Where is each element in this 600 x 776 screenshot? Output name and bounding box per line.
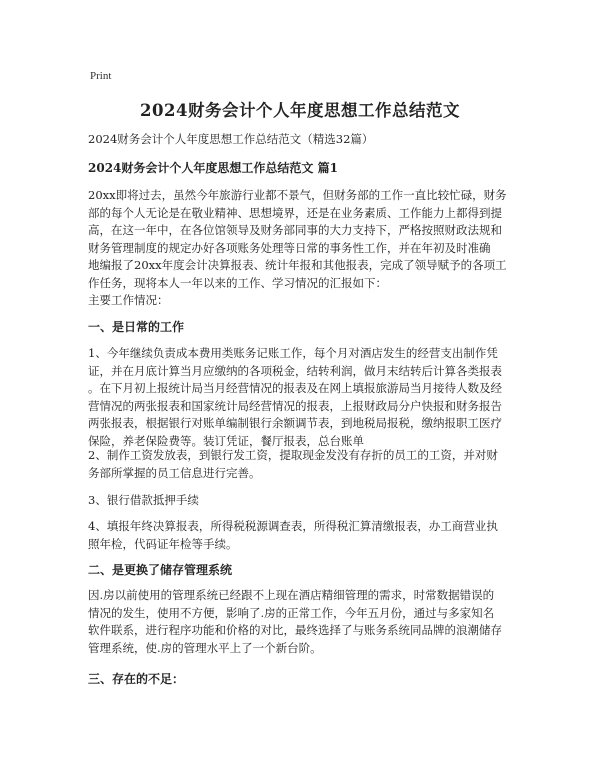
text-line: 。在下月初上报统计局当月经营情况的报表及在网上填报旅游局当月接待人数及经	[88, 381, 502, 395]
main-work-label: 主要工作情况：	[88, 293, 169, 307]
text-line: 部的每个人无论是在敬业精神、思想境界，还是在业务素质、工作能力上都得到提	[88, 205, 502, 220]
text-line: 4、填报年终决算报表，所得税税源调查表，所得税汇算清缴报表，办工商营业执	[88, 519, 498, 533]
text-line: 软件联系，进行程序功能和价格的对比，最终选择了与账务系统同品牌的浪潮储存	[88, 623, 502, 637]
text-line: 20xx即将过去，虽然今年旅游行业都不景气，但财务部的工作一直比较忙碌，财务	[88, 188, 507, 202]
intro-paragraph	[88, 187, 518, 292]
text-line: 务部所掌握的员工信息进行完善。	[88, 465, 261, 480]
text-line: 因.房以前使用的管理系统已经跟不上现在酒店精细管理的需求，时常数据错误的	[88, 588, 495, 602]
heading-storage-system: 二、是更换了储存管理系统	[88, 563, 233, 577]
print-label[interactable]: Print	[90, 70, 112, 82]
text-line: 证，并在月底计算当月应缴纳的各项税金，结转利润，做月末结转后计算各类报表	[88, 363, 502, 378]
item-1-paragraph	[88, 345, 518, 450]
text-line: 两张报表，根据银行对账单编制银行余额调节表，到地税局报税，缴纳报职工医疗	[88, 416, 502, 430]
text-line: 作任务，现将本人一年以来的工作、学习情况的汇报如下：	[88, 275, 387, 290]
heading-daily-work: 一、是日常的工作	[88, 320, 185, 334]
item-2-paragraph	[88, 447, 518, 482]
text-line: 营情况的两张报表和国家统计局经营情况的报表，上报财政局分户快报和财务报告	[88, 398, 502, 413]
document-title: 2024财务会计个人年度思想工作总结范文	[140, 101, 460, 120]
text-line: 高，在这一年中，在各位馆领导及财务部同事的大力支持下，严格按照财政法规和	[88, 223, 502, 237]
text-line: 情况的发生，使用不方便，影响了.房的正常工作，今年五月份，通过与多家知名	[88, 605, 495, 620]
item-4-paragraph	[88, 518, 518, 553]
text-line: 管理系统，使.房的管理水平上了一个新台阶。	[88, 640, 322, 655]
text-line: 地编报了20xx年度会计决算报表、统计年报和其他报表，完成了领导赋予的各项工	[88, 258, 507, 272]
text-line: 保险，养老保险费等。装订凭证，餐厅报表，总台账单	[88, 433, 364, 448]
text-line: 财务管理制度的规定办好各项账务处理等日常的事务性工作，并在年初及时准确	[88, 240, 491, 255]
document-subtitle: 2024财务会计个人年度思想工作总结范文（精选32篇）	[88, 132, 374, 146]
item-3-text: 3、银行借款抵押手续	[88, 493, 199, 507]
storage-system-paragraph	[88, 587, 518, 657]
text-line: 1、今年继续负责成本费用类账务记账工作，每个月对酒店发生的经营支出制作凭	[88, 346, 498, 360]
text-line: 照年检，代码证年检等手续。	[88, 536, 238, 551]
heading-shortcomings: 三、存在的不足：	[88, 672, 185, 686]
text-line: 2、制作工资发放表，到银行发工资，提取现金发没有存折的员工的工资，并对财	[88, 448, 498, 462]
section-title: 2024财务会计个人年度思想工作总结范文 篇1	[88, 161, 338, 175]
